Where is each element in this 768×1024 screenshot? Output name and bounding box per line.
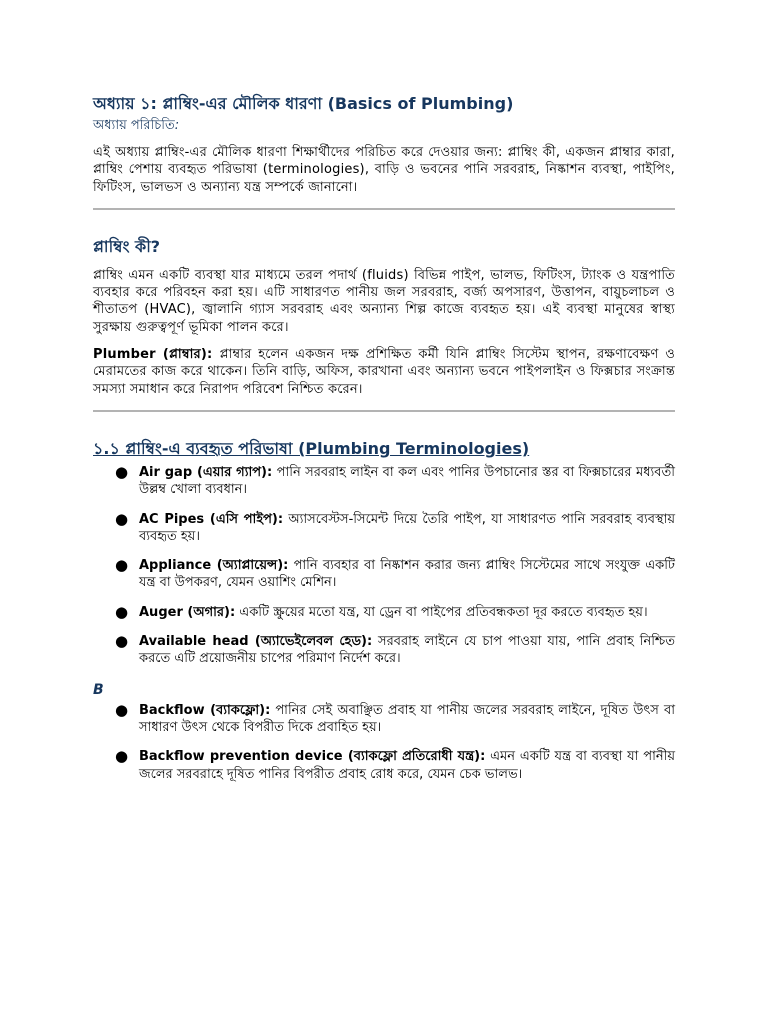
bullet-icon: ● [115, 556, 129, 575]
section-divider [93, 208, 675, 210]
plumber-definition-paragraph [93, 346, 675, 398]
chapter-title: অধ্যায় ১: প্লাম্বিং-এর মৌলিক ধারণা (Basics of Plumbing) [93, 94, 514, 113]
bullet-icon: ● [115, 632, 129, 651]
term-description: পানি ব্যবহার বা নিষ্কাশন করার জন্য প্লাম্বিং সিস্টেমের সাথে সংযুক্ত একটি যন্ত্র বা উপকরণ, যেমন ওয়াশিং মেশিন। [139, 558, 676, 591]
list-item [115, 556, 676, 592]
chapter-intro-label: অধ্যায় পরিচিতি [93, 118, 175, 133]
list-item [115, 509, 675, 546]
term-description: পানি সরবরাহ লাইন বা কল এবং পানির উপচানোর স্তর বা ফিক্সচারের মধ্যবর্তী উল্লম্ব খোলা ব্যবধান। [139, 464, 675, 498]
term-label: AC Pipes (এসি পাইপ): [139, 511, 284, 527]
term-label: Air gap (এয়ার গ্যাপ): [139, 464, 273, 480]
bullet-icon: ● [115, 700, 129, 719]
section-heading-terminologies[interactable]: ১.১ প্লাম্বিং-এ ব্যবহৃত পরিভাষা (Plumbing Terminologies) [93, 438, 530, 458]
term-label: Available head (অ্যাভেইলেবল হেড): [139, 634, 373, 650]
term-label: Appliance (অ্যাপ্লায়েন্স): [139, 558, 289, 574]
term-description: একটি স্ক্রুয়ের মতো যন্ত্র, যা ড্রেন বা পাইপের প্রতিবন্ধকতা দূর করতে ব্যবহৃত হয়। [235, 604, 648, 620]
term-description: পানির সেই অবাঞ্ছিত প্রবাহ যা পানীয় জলের সরবরাহ লাইনে, দূষিত উৎস বা সাধারণ উৎস থেকে বিপরীত দিকে প্রবাহিত হয়। [139, 702, 675, 735]
plumber-term-bn: (প্লাম্বার): [155, 347, 220, 363]
bullet-icon: ● [115, 602, 129, 621]
term-description: এমন একটি যন্ত্র বা ব্যবস্থা যা পানীয় জলের সরবরাহে দূষিত পানির বিপরীত প্রবাহ রোধ করে, যেমন চেক ভালভ। [139, 749, 675, 782]
list-item [115, 747, 675, 783]
list-item [115, 632, 675, 668]
list-item [115, 700, 675, 737]
list-item [115, 462, 675, 499]
terminology-list-a [93, 464, 675, 668]
terminology-list-b [93, 702, 675, 783]
list-item [115, 602, 675, 621]
section-heading-what-is-plumbing: প্লাম্বিং কী? [93, 236, 161, 256]
term-label: Auger (অগার): [139, 604, 236, 620]
term-label: Backflow (ব্যাকফ্লো): [139, 702, 271, 718]
plumbing-definition-paragraph: প্লাম্বিং এমন একটি ব্যবস্থা যার মাধ্যমে তরল পদার্থ (fluids) বিভিন্ন পাইপ, ভালভ, ফিটিংস, ট্যাংক ও যন্ত্রপাতি ব্যবহার করে পরিবহন করা হয়। এটি সাধারণত পানীয় জল সরবরাহ, বর্জ্য অপসারণ, উত্তাপন, বায়ুচলাচল ও শীতাতপ (HVAC), জ্বালানি গ্যাস সরবরাহ এবং অন্যান্য শিল্প কাজে ব্যবহৃত হয়। এই ব্যবস্থা মানুষের স্বাস্থ্য সুরক্ষায় গুরুত্বপূর্ণ ভূমিকা পালন করে। [93, 267, 675, 335]
chapter-intro-colon: : [174, 118, 180, 133]
document-page [93, 92, 675, 783]
bullet-icon: ● [115, 462, 129, 481]
chapter-intro-paragraph: এই অধ্যায় প্লাম্বিং-এর মৌলিক ধারণা শিক্ষার্থীদের পরিচিত করে দেওয়ার জন্য: প্লাম্বিং কী, একজন প্লাম্বার কারা, প্লাম্বিং পেশায় ব্যবহৃত পরিভাষা (terminologies), বাড়ি ও ভবনের পানি সরবরাহ, নিষ্কাশন ব্যবস্থা, পাইপিং, ফিটিংস, ভালভস ও অন্যান্য যন্ত্র সম্পর্কে জানানো। [93, 145, 675, 195]
plumber-definition-text: প্লাম্বার হলেন একজন দক্ষ প্রশিক্ষিত কর্মী যিনি প্লাম্বিং সিস্টেম স্থাপন, রক্ষণাবেক্ষণ ও মেরামতের কাজ করে থাকেন। তিনি বাড়ি, অফিস, কারখানা এবং অন্যান্য ভবনে পাইপলাইন ও ফিক্সচার সংক্রান্ত সমস্যা সমাধান করে নিরাপদ পরিবেশ নিশ্চিত করেন। [93, 347, 675, 397]
term-description: অ্যাসবেস্টস-সিমেন্ট দিয়ে তৈরি পাইপ, যা সাধারণত পানি সরবরাহ ব্যবস্থায় ব্যবহৃত হয়। [139, 511, 675, 544]
bullet-icon: ● [115, 509, 129, 528]
bullet-icon: ● [115, 747, 129, 766]
plumber-term: Plumber [93, 347, 156, 363]
chapter-intro-heading [93, 116, 675, 136]
term-description: সরবরাহ লাইনে যে চাপ পাওয়া যায়, পানি প্রবাহ নিশ্চিত করতে এটি প্রয়োজনীয় চাপের পরিমাণ নির্দেশ করে। [139, 634, 675, 667]
term-label: Backflow prevention device (ব্যাকফ্লো প্রতিরোধী যন্ত্র): [139, 749, 486, 765]
alphabet-group-letter: B [93, 681, 104, 698]
section-divider [93, 410, 675, 412]
